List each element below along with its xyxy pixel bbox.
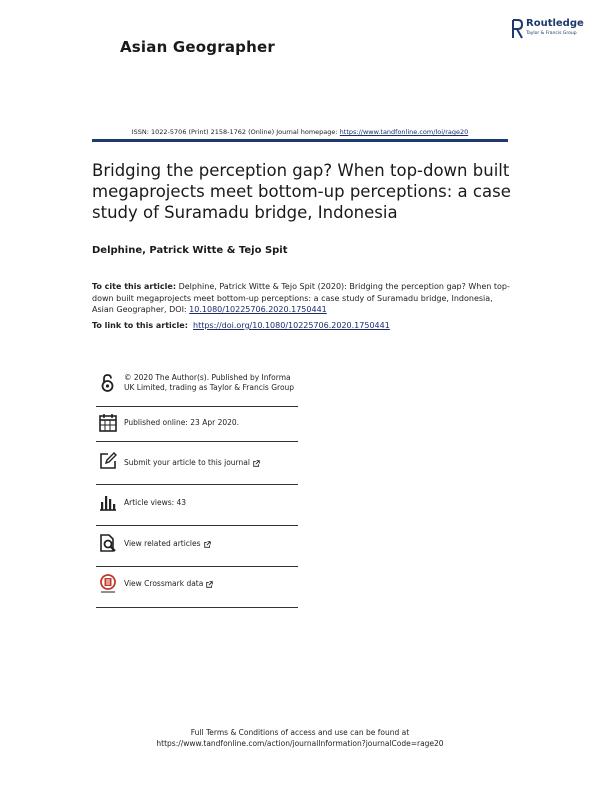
article-title: Bridging the perception gap? When top-down built megaprojects meet bottom-up perceptions: a case study of Suramadu bridge, Indonesia	[92, 161, 511, 222]
journal-name: Asian Geographer	[120, 38, 275, 56]
link-label: To link to this article:	[92, 321, 188, 330]
calendar-icon	[98, 413, 118, 433]
routledge-mark-icon	[512, 18, 523, 40]
info-item-submit[interactable]	[96, 451, 298, 475]
submit-article-text[interactable]: Submit your article to this journal	[124, 458, 250, 467]
article-views-text: Article views: 43	[124, 498, 187, 507]
info-item-views	[96, 492, 298, 516]
article-link-line	[92, 321, 512, 330]
related-articles-link[interactable]	[124, 539, 300, 549]
info-item-related[interactable]	[96, 533, 298, 557]
external-link-icon	[253, 460, 260, 467]
bar-chart-icon	[98, 492, 118, 512]
publisher-logo[interactable]	[512, 18, 592, 42]
edit-icon	[98, 451, 118, 471]
divider	[96, 525, 298, 526]
divider	[96, 607, 298, 608]
divider	[96, 441, 298, 442]
info-item-copyright	[96, 373, 298, 409]
external-link-icon	[204, 541, 211, 548]
citation-block	[92, 281, 512, 316]
journal-homepage-link[interactable]: https://www.tandfonline.com/loi/rage20	[339, 128, 469, 136]
submit-article-link[interactable]	[124, 458, 300, 468]
open-access-icon	[98, 373, 118, 393]
footer	[0, 727, 600, 749]
info-item-crossmark[interactable]	[96, 573, 298, 597]
related-articles-icon	[98, 533, 118, 553]
divider	[96, 406, 298, 407]
copyright-text: © 2020 The Author(s). Published by Informa UK Limited, trading as Taylor & Francis Group	[124, 373, 295, 392]
issn-line	[0, 128, 600, 136]
publisher-name: Routledge	[526, 18, 584, 29]
issn-text: ISSN: 1022-5706 (Print) 2158-1762 (Online) Journal homepage:	[131, 128, 340, 136]
article-authors: Delphine, Patrick Witte & Tejo Spit	[92, 245, 288, 256]
published-date-text: Published online: 23 Apr 2020.	[124, 418, 240, 427]
info-item-published	[96, 413, 298, 437]
crossmark-text[interactable]: View Crossmark data	[124, 579, 204, 588]
publisher-tagline: Taylor & Francis Group	[526, 31, 577, 36]
citation-label: To cite this article:	[92, 282, 177, 291]
header-rule	[92, 139, 508, 142]
divider	[96, 566, 298, 567]
crossmark-link[interactable]	[124, 579, 300, 589]
doi-link[interactable]: 10.1080/10225706.2020.1750441	[189, 305, 327, 314]
article-doi-url[interactable]: https://doi.org/10.1080/10225706.2020.1750441	[193, 321, 390, 330]
footer-terms-text: Full Terms & Conditions of access and use can be found at	[190, 728, 410, 737]
crossmark-icon	[98, 573, 118, 593]
external-link-icon	[206, 581, 213, 588]
footer-terms-link[interactable]: https://www.tandfonline.com/action/journalInformation?journalCode=rage20	[156, 739, 444, 748]
related-articles-text[interactable]: View related articles	[124, 539, 201, 548]
citation-text: Delphine, Patrick Witte & Tejo Spit (2020): Bridging the perception gap? When top-down built megaprojects meet bottom-up perceptions: a case study of Suramadu bridge, Indonesia, Asian Geographer, DOI:	[92, 282, 510, 314]
divider	[96, 484, 298, 485]
